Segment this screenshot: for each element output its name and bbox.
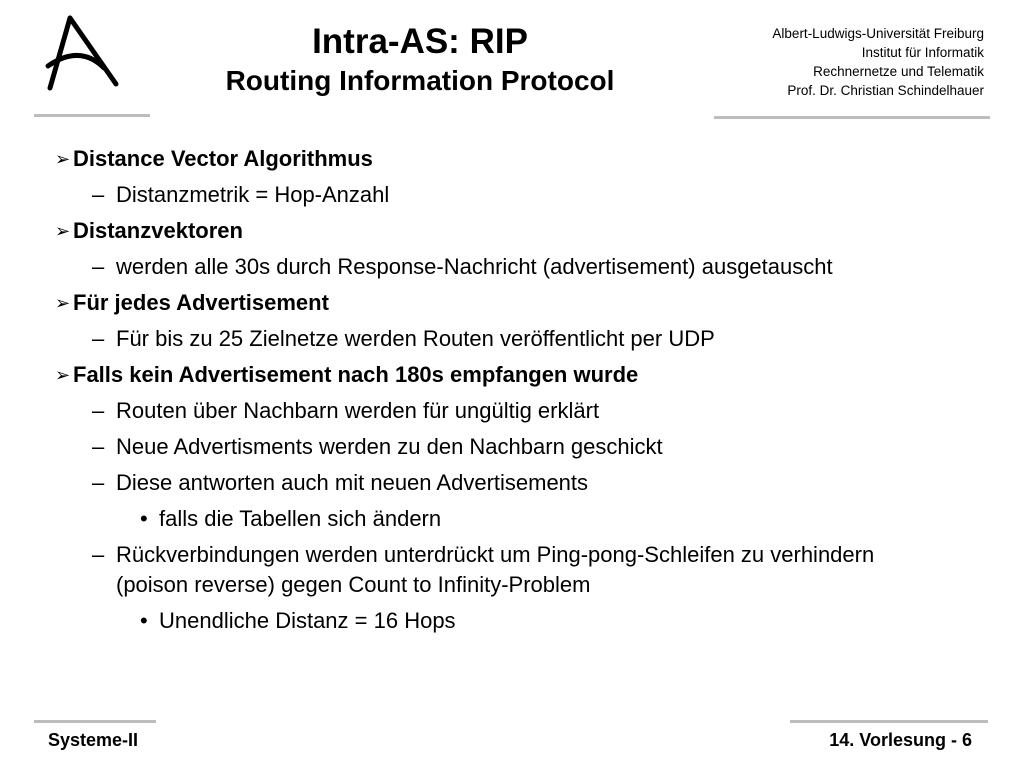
- bullet-item: [55, 216, 985, 246]
- sub-bullet-item: [55, 252, 985, 282]
- sub-bullet-text: Routen über Nachbarn werden für ungültig erklärt: [116, 398, 600, 423]
- dash-bullet-icon: –: [92, 326, 105, 351]
- institution-info: [772, 24, 984, 100]
- footer-course: Systeme-II: [48, 730, 139, 750]
- sub-bullet-item: [55, 540, 946, 600]
- bullet-text: Für jedes Advertisement: [73, 290, 329, 315]
- sub-bullet-text: Distanzmetrik = Hop-Anzahl: [116, 182, 390, 207]
- sub-sub-bullet-item: [55, 606, 985, 636]
- dot-bullet-icon: •: [140, 608, 148, 633]
- dash-bullet-icon: –: [92, 254, 105, 279]
- bullet-item: [55, 360, 985, 390]
- institution-line: Institut für Informatik: [861, 45, 984, 60]
- sub-bullet-text: Diese antworten auch mit neuen Advertisements: [116, 470, 589, 495]
- sub-bullet-item: [55, 324, 985, 354]
- dash-bullet-icon: –: [92, 182, 105, 207]
- sub-sub-bullet-item: [55, 504, 985, 534]
- sub-sub-bullet-text: Unendliche Distanz = 16 Hops: [159, 608, 456, 633]
- dot-bullet-icon: •: [140, 506, 148, 531]
- arrow-bullet-icon: ➢: [55, 221, 71, 241]
- footer-rule-right: [790, 720, 988, 723]
- sub-bullet-item: [55, 432, 985, 462]
- slide-content: [55, 138, 985, 636]
- dash-bullet-icon: –: [92, 434, 105, 459]
- sub-bullet-text: Rückverbindungen werden unterdrückt um Ping-pong-Schleifen zu verhindern (poison reverse) gegen Count to Infinity-Problem: [116, 542, 875, 597]
- arrow-bullet-icon: ➢: [55, 365, 71, 385]
- title-block: [160, 20, 680, 98]
- bullet-item: [55, 144, 985, 174]
- sub-bullet-text: werden alle 30s durch Response-Nachricht (advertisement) ausgetauscht: [116, 254, 833, 279]
- sub-bullet-text: Für bis zu 25 Zielnetze werden Routen veröffentlicht per UDP: [116, 326, 715, 351]
- sub-sub-bullet-text: falls die Tabellen sich ändern: [159, 506, 442, 531]
- institution-line: Albert-Ludwigs-Universität Freiburg: [772, 26, 984, 41]
- sub-bullet-item: [55, 180, 985, 210]
- bullet-text: Distance Vector Algorithmus: [73, 146, 373, 171]
- footer-page-number: 14. Vorlesung - 6: [829, 730, 972, 750]
- dash-bullet-icon: –: [92, 542, 105, 567]
- arrow-bullet-icon: ➢: [55, 149, 71, 169]
- institution-line: Rechnernetze und Telematik: [813, 64, 984, 79]
- sub-bullet-item: [55, 468, 985, 498]
- header-rule-right: [714, 116, 990, 119]
- arrow-bullet-icon: ➢: [55, 293, 71, 313]
- bullet-text: Distanzvektoren: [73, 218, 243, 243]
- slide-title: Intra-AS: RIP: [312, 22, 528, 61]
- footer-rule-left: [34, 720, 156, 723]
- university-logo-icon: [42, 14, 122, 94]
- sub-bullet-text: Neue Advertisments werden zu den Nachbarn geschickt: [116, 434, 663, 459]
- institution-line: Prof. Dr. Christian Schindelhauer: [787, 83, 984, 98]
- header-rule-left: [34, 114, 150, 117]
- sub-bullet-item: [55, 396, 985, 426]
- bullet-item: [55, 288, 985, 318]
- bullet-text: Falls kein Advertisement nach 180s empfangen wurde: [73, 362, 639, 387]
- slide-subtitle: Routing Information Protocol: [225, 65, 615, 96]
- dash-bullet-icon: –: [92, 398, 105, 423]
- dash-bullet-icon: –: [92, 470, 105, 495]
